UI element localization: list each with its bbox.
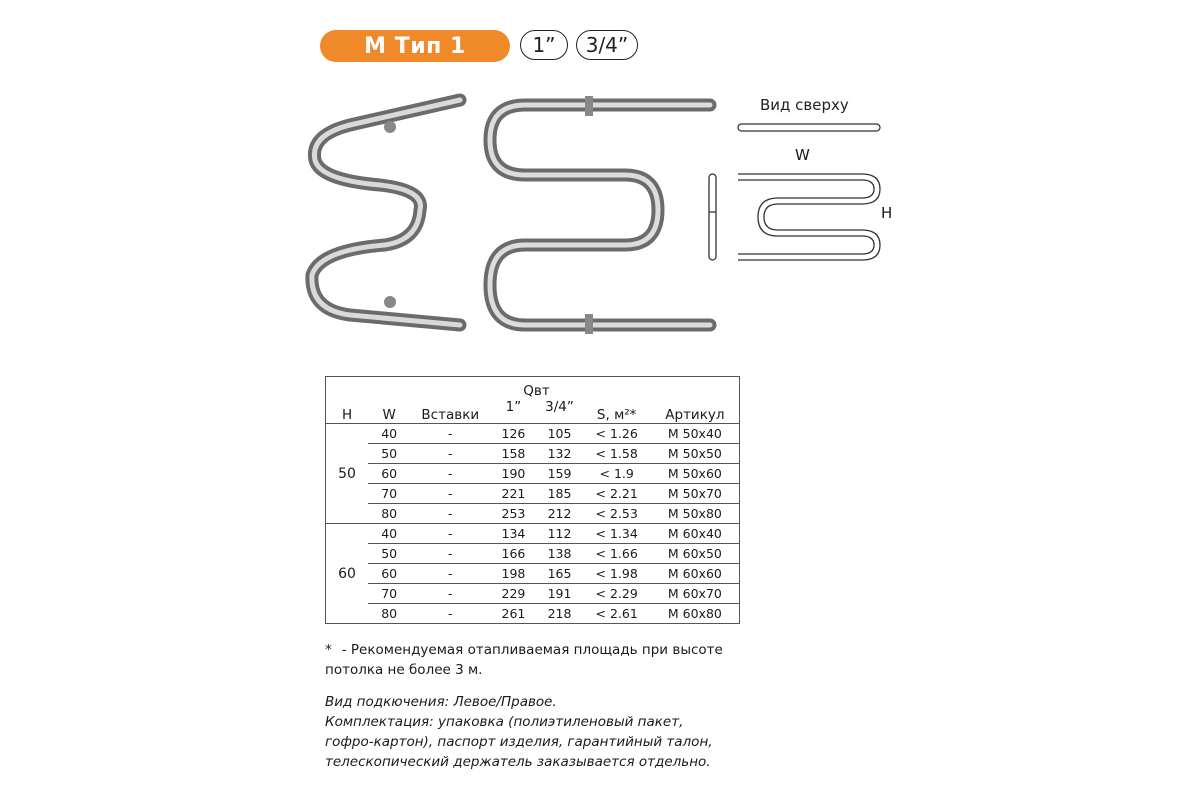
cell-s: < 1.26 — [583, 424, 651, 444]
cell-q34: 212 — [536, 504, 582, 524]
note-line: гофро-картон), паспорт изделия, гарантийный талон, — [325, 734, 713, 750]
cell-sku: M 60x60 — [651, 564, 740, 584]
cell-q34: 138 — [536, 544, 582, 564]
table-row — [326, 484, 740, 504]
cell-q1: 198 — [490, 564, 536, 584]
rail-front-view — [490, 96, 710, 334]
cell-w: 80 — [368, 604, 410, 624]
cell-q34: 132 — [536, 444, 582, 464]
cell-s: < 2.29 — [583, 584, 651, 604]
height-group-cell: 50 — [326, 424, 369, 524]
rail-perspective-view — [312, 100, 460, 325]
size-badge-3-4inch: 3/4” — [576, 30, 638, 60]
cell-q1: 229 — [490, 584, 536, 604]
top-view-outline — [738, 124, 880, 131]
cell-q34: 218 — [536, 604, 582, 624]
cell-sku: M 60x80 — [651, 604, 740, 624]
cell-w: 70 — [368, 484, 410, 504]
col-header-inserts: Вставки — [421, 407, 480, 423]
cell-inserts: - — [410, 444, 490, 464]
model-title-badge: М Тип 1 — [320, 30, 510, 62]
cell-inserts: - — [410, 544, 490, 564]
cell-sku: M 60x50 — [651, 544, 740, 564]
cell-inserts: - — [410, 484, 490, 504]
cell-inserts: - — [410, 584, 490, 604]
col-header-q-3-4inch: 3/4” — [545, 399, 574, 415]
col-header-w: W — [382, 407, 396, 423]
product-notes — [325, 692, 755, 772]
cell-w: 60 — [368, 564, 410, 584]
cell-inserts: - — [410, 604, 490, 624]
note-line: телескопический держатель заказывается отдельно. — [325, 754, 711, 770]
cell-w: 60 — [368, 464, 410, 484]
cell-s: < 1.58 — [583, 444, 651, 464]
cell-inserts: - — [410, 564, 490, 584]
specification-table-body — [326, 424, 740, 624]
footnote-text: - Рекомендуемая отапливаемая площадь при высоте потолка не более 3 м. — [325, 642, 723, 678]
cell-s: < 1.66 — [583, 544, 651, 564]
cell-sku: M 60x40 — [651, 524, 740, 544]
col-header-sku: Артикул — [665, 407, 725, 423]
cell-sku: M 50x40 — [651, 424, 740, 444]
height-group-cell: 60 — [326, 524, 369, 624]
dimension-schematic — [738, 174, 880, 260]
cell-sku: M 50x60 — [651, 464, 740, 484]
col-header-q-1inch: 1” — [505, 399, 522, 415]
table-row — [326, 504, 740, 524]
cell-q1: 253 — [490, 504, 536, 524]
height-dimension-label: H — [881, 204, 893, 222]
col-header-area: S, м²* — [596, 407, 637, 423]
cell-inserts: - — [410, 524, 490, 544]
cell-w: 40 — [368, 524, 410, 544]
cell-w: 70 — [368, 584, 410, 604]
towel-rail-illustration — [290, 80, 910, 350]
table-row — [326, 464, 740, 484]
cell-q34: 191 — [536, 584, 582, 604]
footnote-mark: * — [325, 642, 332, 658]
note-line: Комплектация: упаковка (полиэтиленовый пакет, — [325, 714, 684, 730]
cell-s: < 1.98 — [583, 564, 651, 584]
cell-sku: M 60x70 — [651, 584, 740, 604]
cell-q1: 134 — [490, 524, 536, 544]
col-header-q: Qвт — [523, 383, 550, 399]
cell-q34: 165 — [536, 564, 582, 584]
top-view-label: Вид сверху — [760, 96, 849, 114]
table-row — [326, 544, 740, 564]
table-row — [326, 424, 740, 444]
area-footnote — [325, 640, 745, 680]
cell-q34: 112 — [536, 524, 582, 544]
cell-s: < 1.34 — [583, 524, 651, 544]
cell-sku: M 50x70 — [651, 484, 740, 504]
cell-q1: 166 — [490, 544, 536, 564]
cell-w: 50 — [368, 444, 410, 464]
cell-sku: M 50x80 — [651, 504, 740, 524]
cell-inserts: - — [410, 464, 490, 484]
cell-q1: 221 — [490, 484, 536, 504]
cell-w: 80 — [368, 504, 410, 524]
cell-q1: 190 — [490, 464, 536, 484]
cell-w: 50 — [368, 544, 410, 564]
table-row — [326, 444, 740, 464]
cell-q1: 126 — [490, 424, 536, 444]
size-badge-1inch: 1” — [520, 30, 568, 60]
cell-s: < 2.61 — [583, 604, 651, 624]
cell-inserts: - — [410, 504, 490, 524]
cell-q34: 185 — [536, 484, 582, 504]
table-row — [326, 604, 740, 624]
cell-q1: 158 — [490, 444, 536, 464]
col-header-h: H — [341, 407, 353, 423]
note-line: Вид подкючения: Левое/Правое. — [325, 694, 557, 710]
cell-inserts: - — [410, 424, 490, 444]
table-row — [326, 564, 740, 584]
cell-sku: M 50x50 — [651, 444, 740, 464]
cell-w: 40 — [368, 424, 410, 444]
side-profile-outline — [709, 174, 716, 260]
width-dimension-label: W — [795, 146, 810, 164]
cell-s: < 2.53 — [583, 504, 651, 524]
cell-q34: 105 — [536, 424, 582, 444]
cell-q34: 159 — [536, 464, 582, 484]
cell-s: < 2.21 — [583, 484, 651, 504]
table-row — [326, 584, 740, 604]
specification-table — [325, 376, 740, 624]
cell-q1: 261 — [490, 604, 536, 624]
cell-s: < 1.9 — [583, 464, 651, 484]
table-row — [326, 524, 740, 544]
